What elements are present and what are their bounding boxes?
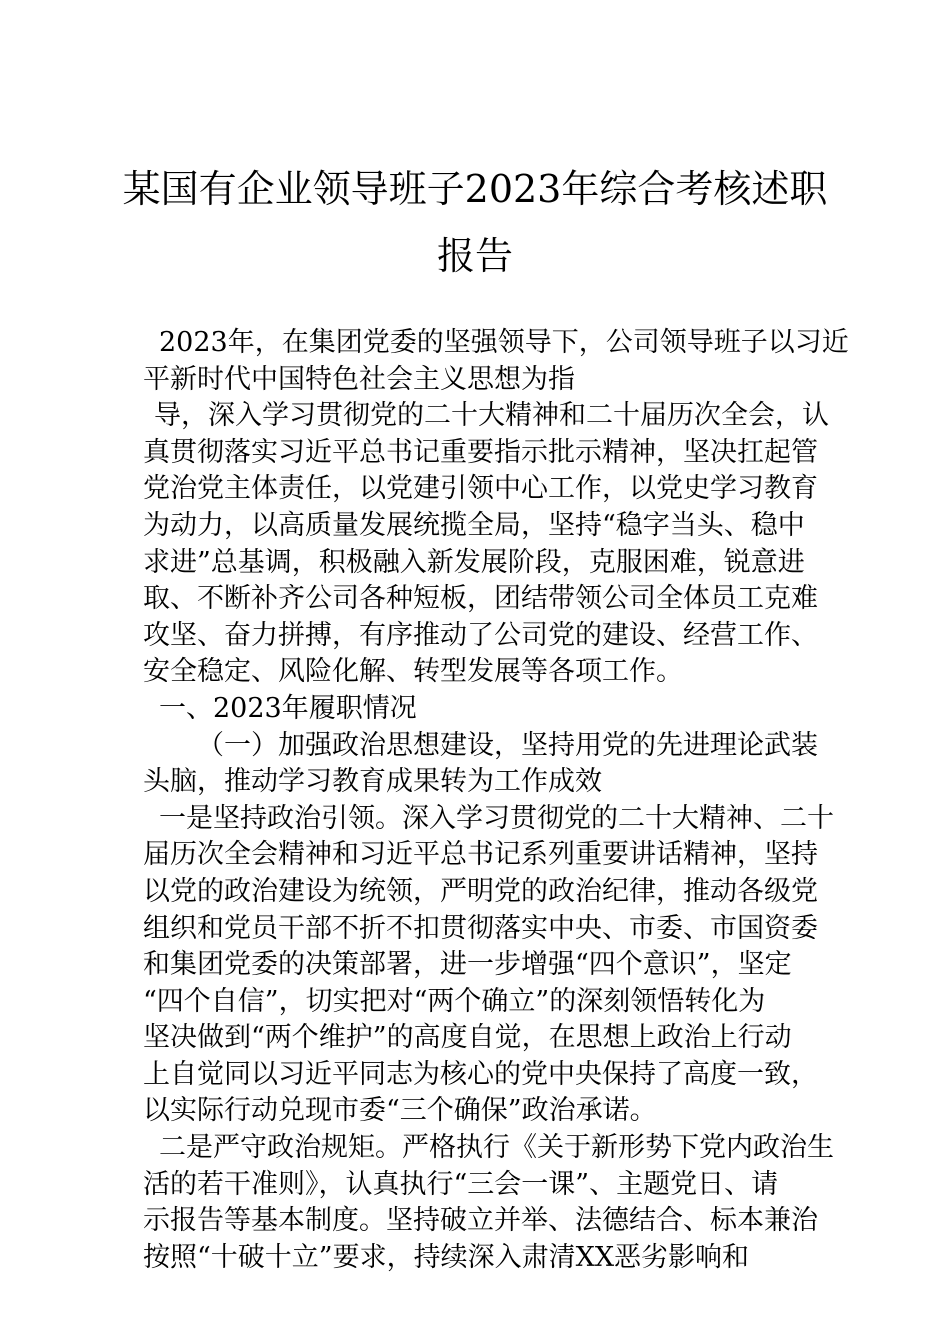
- body-text-line: 以党的政治建设为统领，严明党的政治纪律，推动各级党: [143, 875, 818, 907]
- body-text-line: 届历次全会精神和习近平总书记系列重要讲话精神，坚持: [143, 839, 818, 871]
- body-text-line: 党治党主体责任，以党建引领中心工作，以党史学习教育: [143, 473, 818, 505]
- document-title-line-1: 某国有企业领导班子2023年综合考核述职: [122, 167, 828, 211]
- body-text-line: 按照“十破十立”要求，持续深入肃清XX恶劣影响和: [143, 1241, 750, 1273]
- document-body: [143, 325, 849, 1276]
- body-text-line: 为动力，以高质量发展统揽全局，坚持“稳字当头、稳中: [143, 509, 805, 541]
- body-text-line: 求进”总基调，积极融入新发展阶段，克服困难，锐意进: [143, 546, 805, 578]
- body-text-line: 和集团党委的决策部署，进一步增强“四个意识”，坚定: [143, 949, 792, 981]
- body-text-line: 攻坚、奋力拼搏，有序推动了公司党的建设、经营工作、: [143, 619, 818, 651]
- document-title-line-2: 报告: [436, 234, 513, 278]
- body-text-line: “四个自信”，切实把对“两个确立”的深刻领悟转化为: [143, 985, 766, 1017]
- body-text-line: 以实际行动兑现市委“三个确保”政治承诺。: [143, 1095, 657, 1127]
- body-text-line: 一、2023年履职情况: [159, 692, 417, 724]
- body-text-line: 平新时代中国特色社会主义思想为指: [143, 363, 575, 395]
- body-text-line: 2023年，在集团党委的坚强领导下，公司领导班子以习近: [159, 327, 849, 358]
- body-text-line: （一）加强政治思想建设，坚持用党的先进理论武装: [197, 729, 818, 761]
- body-text-line: 头脑，推动学习教育成果转为工作成效: [143, 766, 602, 798]
- body-text-line: 真贯彻落实习近平总书记重要指示批示精神，坚决扛起管: [143, 436, 818, 468]
- body-text-line: 一是坚持政治引领。深入学习贯彻党的二十大精神、二十: [159, 802, 834, 834]
- body-text-line: 导，深入学习贯彻党的二十大精神和二十届历次全会，认: [154, 400, 829, 432]
- body-text-line: 上自觉同以习近平同志为核心的党中央保持了高度一致，: [143, 1058, 818, 1090]
- body-text-line: 示报告等基本制度。坚持破立并举、法德结合、标本兼治: [143, 1205, 818, 1237]
- body-text-line: 二是严守政治规矩。严格执行《关于新形势下党内政治生: [159, 1132, 834, 1164]
- body-text-line: 活的若干准则》，认真执行“三会一课”、主题党日、请: [143, 1168, 779, 1200]
- body-text-line: 坚决做到“两个维护”的高度自觉，在思想上政治上行动: [143, 1022, 792, 1054]
- body-text-line: 安全稳定、风险化解、转型发展等各项工作。: [143, 656, 683, 688]
- body-text-line: 组织和党员干部不折不扣贯彻落实中央、市委、市国资委: [143, 912, 818, 944]
- body-text-line: 取、不断补齐公司各种短板，团结带领公司全体员工克难: [143, 583, 818, 615]
